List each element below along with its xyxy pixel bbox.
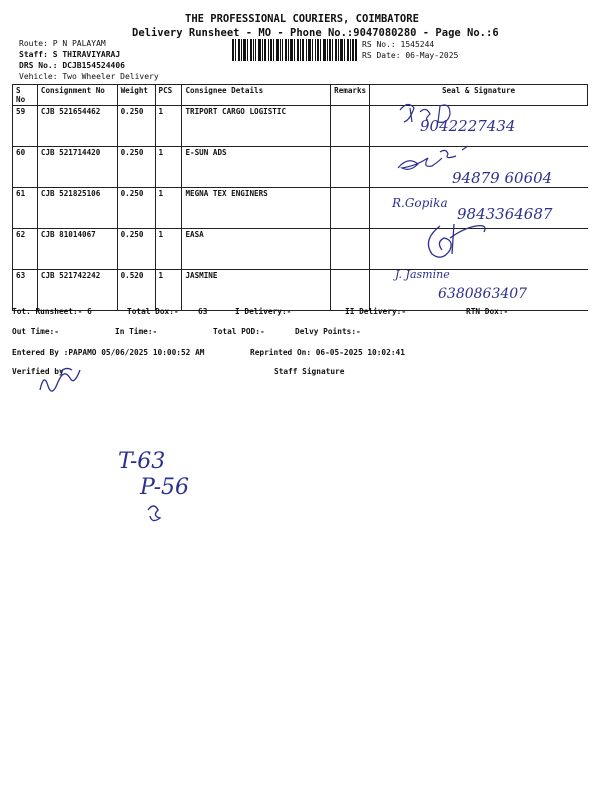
table-row: [13, 106, 588, 147]
vehicle-label: Vehicle: Two Wheeler Delivery: [19, 72, 159, 81]
col-consignment: Consignment No: [37, 85, 117, 106]
table-row: [13, 188, 588, 229]
cell-weight: 0.250: [117, 229, 155, 270]
cell-consignee: TRIPORT CARGO LOGISTIC: [182, 106, 331, 147]
cell-sno: 62: [13, 229, 38, 270]
cell-signature: [370, 229, 588, 270]
reprinted-on: Reprinted On: 06-05-2025 10:02:41: [250, 348, 405, 357]
table-row: [13, 270, 588, 311]
cell-consignee: E-SUN ADS: [182, 147, 331, 188]
total-dox-label: Total Dox:-: [127, 307, 179, 316]
barcode: [232, 39, 357, 61]
signature-phone-1: 9042227434: [420, 117, 516, 135]
signature-phone-2: 94879 60604: [452, 169, 553, 187]
cell-pcs: 1: [155, 229, 182, 270]
signature-name-5: J. Jasmine: [395, 268, 450, 281]
cell-signature: [370, 270, 588, 311]
cell-consignee: JASMINE: [182, 270, 331, 311]
signature-name-3: R.Gopika: [392, 196, 448, 210]
cell-sno: 59: [13, 106, 38, 147]
cell-sno: 60: [13, 147, 38, 188]
staff-label: Staff: S THIRAVIYARAJ: [19, 50, 121, 59]
cell-sno: 63: [13, 270, 38, 311]
company-title: THE PROFESSIONAL COURIERS, COIMBATORE: [185, 13, 419, 25]
signature-phone-5: 6380863407: [438, 286, 528, 302]
rs-number: RS No.: 1545244: [362, 40, 435, 49]
note-scribble: [148, 506, 160, 521]
table-row: [13, 147, 588, 188]
delvy-points: Delvy Points:-: [295, 327, 361, 336]
rs-date: RS Date: 06-May-2025: [362, 51, 459, 60]
staff-signature: Staff Signature: [274, 367, 345, 376]
verified-by: Verified by: [12, 367, 64, 376]
cell-weight: 0.250: [117, 106, 155, 147]
cell-consignment: CJB 81014067: [37, 229, 117, 270]
note-pod: P-56: [140, 475, 190, 500]
cell-consignee: MEGNA TEX ENGINERS: [182, 188, 331, 229]
table-row: [13, 229, 588, 270]
cell-signature: [370, 147, 588, 188]
col-remarks: Remarks: [331, 85, 370, 106]
cell-consignee: EASA: [182, 229, 331, 270]
cell-remarks: [331, 229, 370, 270]
cell-remarks: [331, 270, 370, 311]
i-delivery: I Delivery:-: [235, 307, 292, 316]
total-pod: Total POD:-: [213, 327, 265, 336]
cell-consignment: CJB 521742242: [37, 270, 117, 311]
cell-weight: 0.250: [117, 147, 155, 188]
cell-signature: [370, 188, 588, 229]
col-seal-signature: Seal & Signature: [370, 85, 588, 106]
route-label: Route: P N PALAYAM: [19, 39, 106, 48]
note-total: T-63: [118, 449, 166, 474]
drs-number: DRS No.: DCJB154524406: [19, 61, 125, 70]
cell-remarks: [331, 147, 370, 188]
cell-consignment: CJB 521714420: [37, 147, 117, 188]
cell-remarks: [331, 106, 370, 147]
cell-pcs: 1: [155, 147, 182, 188]
runsheet-table: [12, 84, 588, 311]
cell-consignment: CJB 521654462: [37, 106, 117, 147]
cell-pcs: 1: [155, 188, 182, 229]
cell-remarks: [331, 188, 370, 229]
table-header-row: [13, 85, 588, 106]
total-dox-value: 63: [198, 307, 208, 316]
cell-pcs: 1: [155, 106, 182, 147]
cell-consignment: CJB 521825106: [37, 188, 117, 229]
col-consignee: Consignee Details: [182, 85, 331, 106]
col-sno: S No: [13, 85, 38, 106]
signature-phone-3: 9843364687: [457, 205, 553, 223]
runsheet-subtitle: Delivery Runsheet - MO - Phone No.:9047080280 - Page No.:6: [132, 27, 499, 39]
out-time: Out Time:-: [12, 327, 59, 336]
cell-sno: 61: [13, 188, 38, 229]
cell-pcs: 1: [155, 270, 182, 311]
col-weight: Weight: [117, 85, 155, 106]
col-pcs: PCS: [155, 85, 182, 106]
cell-weight: 0.250: [117, 188, 155, 229]
tot-runsheet: Tot. Runsheet:- 6: [12, 307, 92, 316]
ii-delivery: II Delivery:-: [345, 307, 407, 316]
rtn-dox: RTN Dox:-: [466, 307, 509, 316]
cell-weight: 0.520: [117, 270, 155, 311]
in-time: In Time:-: [115, 327, 158, 336]
cell-signature: [370, 106, 588, 147]
entered-by: Entered By :PAPAMO 05/06/2025 10:00:52 AM: [12, 348, 205, 357]
